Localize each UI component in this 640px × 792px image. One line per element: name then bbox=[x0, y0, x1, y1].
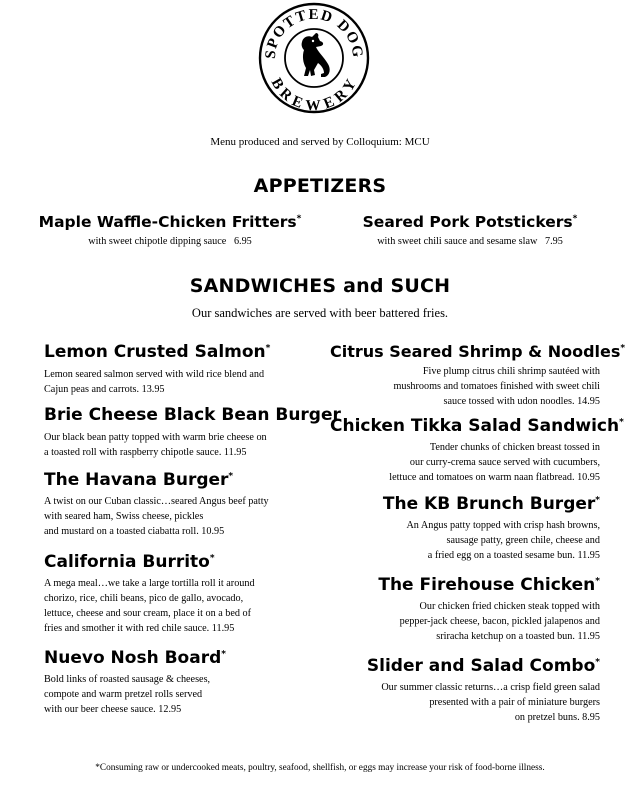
item-desc: Lemon seared salmon served with wild rice blend and Cajun peas and carrots. 13.95 bbox=[44, 369, 265, 395]
menu-item bbox=[44, 470, 324, 539]
logo-text-bottom: BREWERY bbox=[267, 75, 361, 114]
brewery-logo bbox=[258, 2, 370, 114]
item-name: Lemon Crusted Salmon* bbox=[44, 342, 271, 362]
item-name: Slider and Salad Combo* bbox=[366, 656, 600, 676]
item-name: Chicken Tikka Salad Sandwich* bbox=[330, 416, 624, 436]
item-desc: Our chicken fried chicken steak topped with pepper-jack cheese, bacon, pickled jalapenos and sriracha ketchup on a toasted bun. 11.95 bbox=[399, 601, 600, 642]
item-desc: An Angus patty topped with crisp hash browns, sausage patty, green chile, cheese and a fried egg on a toasted sesame bun. 11.95 bbox=[406, 520, 600, 561]
menu-item bbox=[44, 648, 324, 717]
item-desc: Our summer classic returns…a crisp field green salad presented with a pair of miniature burgers on pretzel buns. 8.95 bbox=[381, 682, 600, 723]
menu-item bbox=[44, 552, 324, 636]
menu-item bbox=[330, 416, 624, 485]
item-name: Nuevo Nosh Board* bbox=[44, 648, 226, 668]
item-name: California Burrito* bbox=[44, 552, 215, 572]
item-name: Brie Cheese Black Bean Burger bbox=[44, 405, 341, 425]
item-name: The Firehouse Chicken* bbox=[378, 575, 600, 595]
appetizer-name: Seared Pork Potstickers* bbox=[362, 213, 578, 231]
menu-item bbox=[44, 405, 341, 460]
produced-by-text: Menu produced and served by Colloquium: MCU bbox=[210, 136, 430, 148]
svg-text:BREWERY bbox=[268, 76, 361, 114]
item-name: Citrus Seared Shrimp & Noodles* bbox=[330, 342, 626, 361]
appetizer-name: Maple Waffle-Chicken Fritters* bbox=[38, 213, 302, 231]
item-desc: Bold links of roasted sausage & cheeses, compote and warm pretzel rolls served with our beer cheese sauce. 12.95 bbox=[44, 674, 211, 715]
appetizers-heading: APPETIZERS bbox=[253, 175, 387, 197]
item-name: The Havana Burger* bbox=[44, 470, 234, 490]
menu-item bbox=[330, 494, 600, 563]
sandwiches-heading: SANDWICHES and SUCH bbox=[189, 275, 451, 297]
sandwiches-subtitle: Our sandwiches are served with beer battered fries. bbox=[191, 306, 449, 320]
item-desc: Our black bean patty topped with warm brie cheese on a toasted roll with raspberry chipotle sauce. 11.95 bbox=[44, 432, 267, 458]
item-desc: A mega meal…we take a large tortilla roll it around chorizo, rice, chili beans, pico de gallo, avocado, lettuce, cheese and sour cream, place it on a bed of fries and smother it with red chile sauce. 11.95 bbox=[44, 578, 255, 634]
appetizer-item bbox=[345, 213, 595, 249]
dog-icon bbox=[302, 33, 330, 77]
menu-item bbox=[44, 342, 314, 397]
footnote: *Consuming raw or undercooked meats, poultry, seafood, shellfish, or eggs may increase your risk of food-borne illness. bbox=[95, 763, 545, 773]
menu-item bbox=[330, 342, 626, 409]
item-name: The KB Brunch Burger* bbox=[382, 494, 600, 514]
logo-text-top: SPOTTED DOG bbox=[262, 6, 366, 60]
appetizer-desc: with sweet chipotle dipping sauce 6.95 bbox=[88, 236, 252, 247]
appetizer-desc: with sweet chili sauce and sesame slaw 7.95 bbox=[377, 236, 563, 247]
menu-item bbox=[330, 575, 600, 644]
item-desc: Tender chunks of chicken breast tossed in our curry-crema sauce served with cucumbers, lettuce and tomatoes on warm naan flatbread. 10.95 bbox=[389, 442, 600, 483]
item-desc: Five plump citrus chili shrimp sautéed with mushrooms and tomatoes finished with sweet chili sauce tossed with udon noodles. 14.95 bbox=[393, 366, 600, 407]
appetizer-item bbox=[35, 213, 305, 249]
menu-item bbox=[330, 656, 600, 725]
item-desc: A twist on our Cuban classic…seared Angus beef patty with seared ham, Swiss cheese, pickles and mustard on a toasted ciabatta roll. 10.95 bbox=[44, 496, 269, 537]
